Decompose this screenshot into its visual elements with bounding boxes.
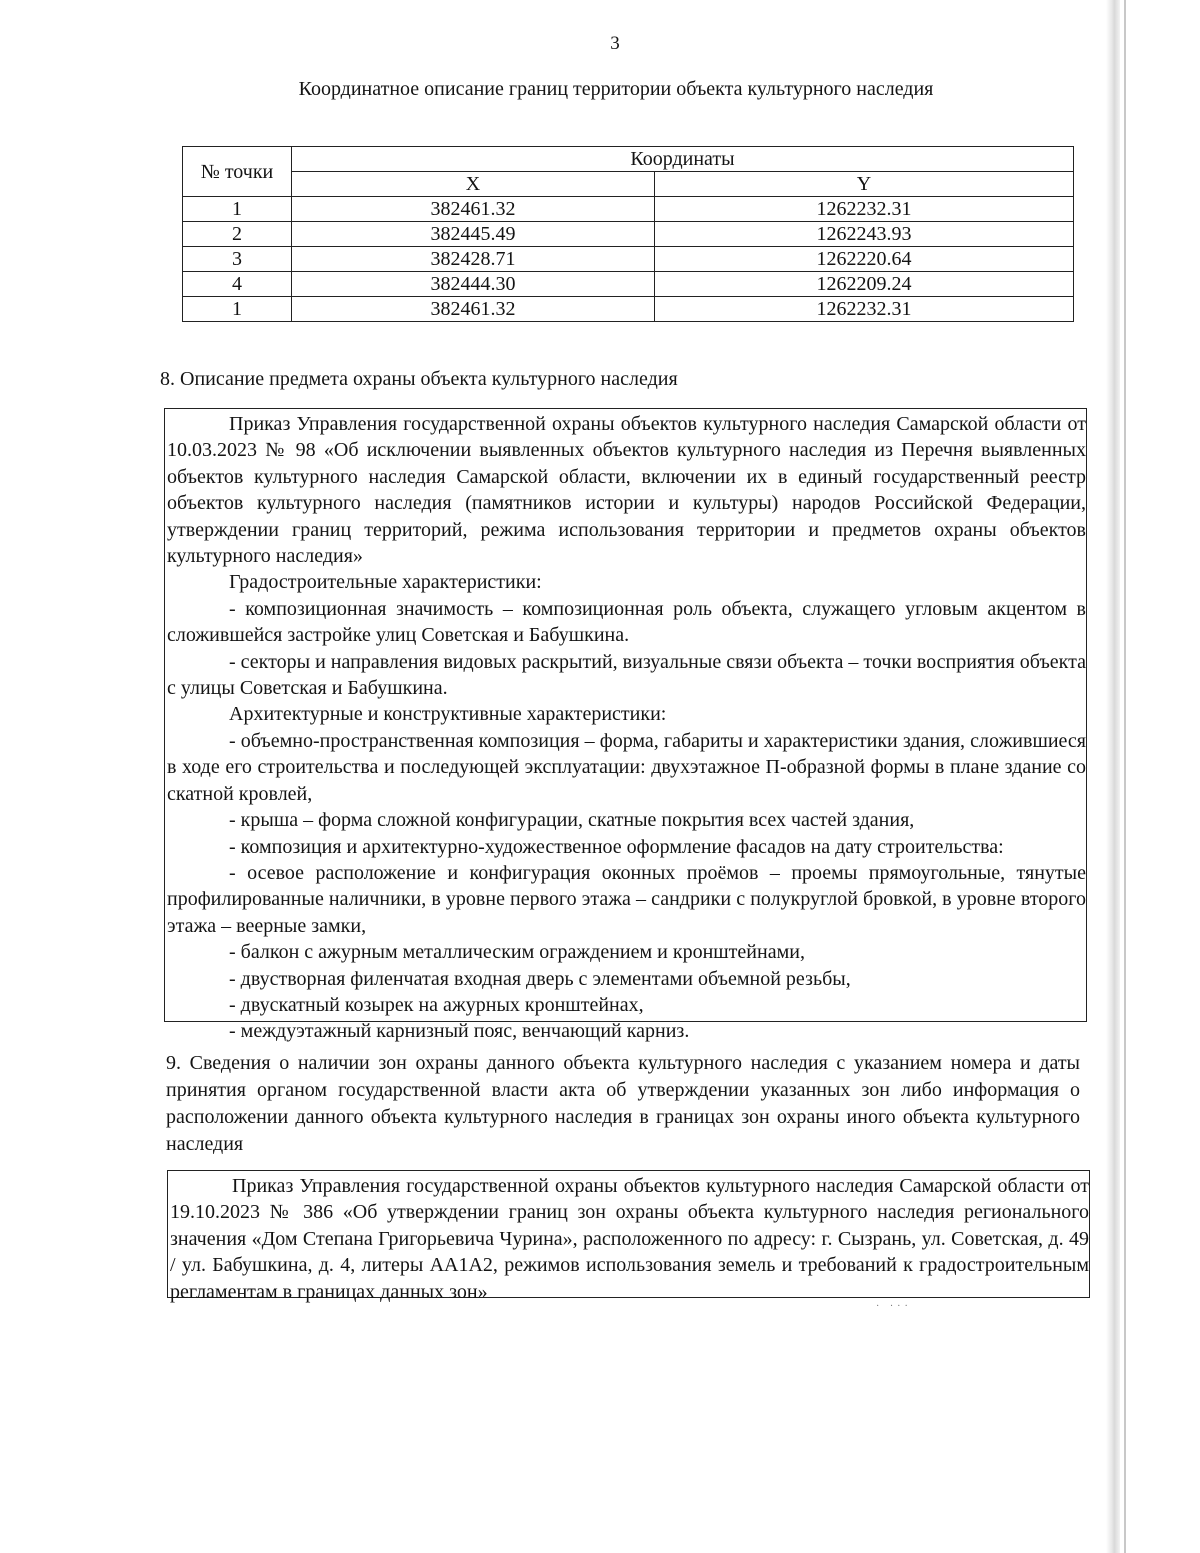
section8-subheading: Градостроительные характеристики: (229, 571, 542, 594)
section8-list-item: - междуэтажный карнизный пояс, венчающий карниз. (229, 1020, 690, 1043)
cell-y: 1262209.24 (655, 272, 1074, 297)
section8-list-item: - балкон с ажурным металлическим ограждением и кронштейнами, (229, 941, 805, 964)
cell-y: 1262232.31 (655, 297, 1074, 322)
section8-list-item: - композиционная значимость – композиционная роль объекта, служащего угловым акцентом в сложившейся застройке улиц Советская и Бабушкина. (167, 597, 1086, 647)
table-row (183, 272, 1074, 297)
section8-list-item: - объемно-пространственная композиция – форма, габариты и характеристики здания, сложившиеся в ходе его строительства и последующей эксплуатации: двухэтажное П-образной формы в плане здание со скатной кровлей, (167, 729, 1086, 805)
header-point: № точки (183, 147, 292, 197)
header-x: X (292, 172, 655, 197)
cell-point: 1 (183, 197, 292, 222)
section8-list-item: - двускатный козырек на ажурных кронштейнах, (229, 993, 644, 1016)
cell-y: 1262243.93 (655, 222, 1074, 247)
cell-point: 1 (183, 297, 292, 322)
coordinates-table (182, 146, 1074, 322)
section8-list-item: - двустворная филенчатая входная дверь с элементами объемной резьбы, (229, 967, 851, 990)
table-row (183, 197, 1074, 222)
section8-list-item: - осевое расположение и конфигурация оконных проёмов – проемы прямоугольные, тянутые профилированные наличники, в уровне первого этажа – сандрики с полукруглой бровкой, в уровне второго этажа – веерные замки, (167, 861, 1086, 937)
section9-box (167, 1170, 1090, 1303)
section8-subheading: Архитектурные и конструктивные характеристики: (229, 703, 667, 726)
scan-edge-shadow (1106, 0, 1120, 1553)
cell-x: 382445.49 (292, 222, 655, 247)
section8-order-paragraph: Приказ Управления государственной охраны объектов культурного наследия Самарской области от 10.03.2023 № 98 «Об исключении выявленных объектов культурного наследия из Перечня выявленных объектов культурного наследия Самарской области, включении их в единый государственный реестр объектов культурного наследия (памятников истории и культуры) народов Российской Федерации, утверждении границ территорий, режима использования территории и предметов охраны объектов культурного наследия» (167, 413, 1086, 568)
page-number: 3 (610, 33, 620, 54)
section8-list-item: - крыша – форма сложной конфигурации, скатные покрытия всех частей здания, (229, 809, 915, 832)
table-row (183, 222, 1074, 247)
header-coordinates: Координаты (292, 147, 1074, 172)
cell-x: 382461.32 (292, 197, 655, 222)
cell-point: 2 (183, 222, 292, 247)
cell-y: 1262232.31 (655, 197, 1074, 222)
cell-x: 382444.30 (292, 272, 655, 297)
scan-artifact-dots: · ··· (876, 1301, 912, 1312)
scan-edge-line (1124, 0, 1126, 1553)
section8-box (164, 408, 1087, 1043)
cell-y: 1262220.64 (655, 247, 1074, 272)
cell-point: 3 (183, 247, 292, 272)
table-row (183, 247, 1074, 272)
section9-heading: 9. Сведения о наличии зон охраны данного объекта культурного наследия с указанием номера и даты принятия органом государственной власти акта об утверждении указанных зон либо информация о расположении данного объекта культурного наследия в границах зон охраны иного объекта культурного наследия (166, 1052, 1080, 1155)
section8-heading: 8. Описание предмета охраны объекта культурного наследия (160, 368, 678, 390)
cell-x: 382428.71 (292, 247, 655, 272)
cell-point: 4 (183, 272, 292, 297)
section9-order-paragraph: Приказ Управления государственной охраны объектов культурного наследия Самарской области от 19.10.2023 № 386 «Об утверждении границ зон охраны объекта культурного наследия регионального значения «Дом Степана Григорьевича Чурина», расположенного по адресу: г. Сызрань, ул. Советская, д. 49 / ул. Бабушкина, д. 4, литеры АА1А2, режимов использования земель и требований к градостроительным регламентам в границах данных зон» (170, 1175, 1089, 1303)
header-y: Y (655, 172, 1074, 197)
section8-list-item: - секторы и направления видовых раскрытий, визуальные связи объекта – точки восприятия объекта с улицы Советская и Бабушкина. (167, 650, 1086, 700)
section8-list-item: - композиция и архитектурно-художественное оформление фасадов на дату строительства: (229, 835, 1004, 858)
table-row (183, 297, 1074, 322)
cell-x: 382461.32 (292, 297, 655, 322)
document-title: Координатное описание границ территории объекта культурного наследия (298, 78, 934, 100)
